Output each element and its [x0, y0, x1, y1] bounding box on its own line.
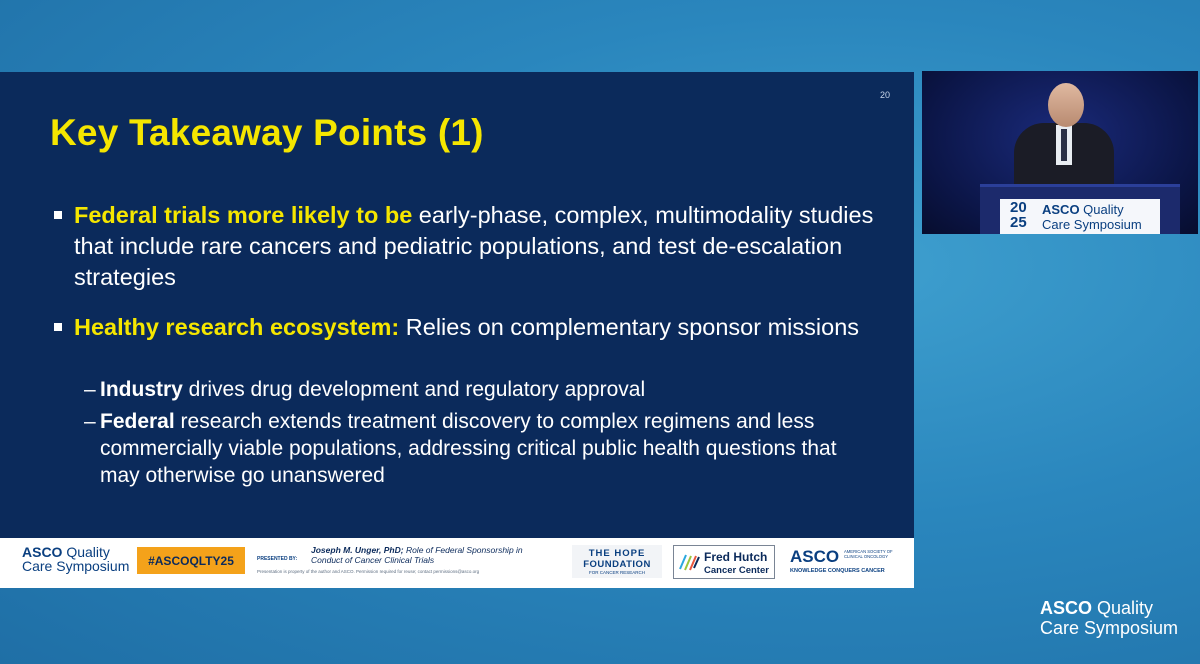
bullet-text: early-phase, complex, multimodality studies that include rare cancers and pediatric populations, and test de-escalation strategies: [74, 202, 874, 290]
sub-bullet-text: research extends treatment discovery to complex regimens and less commercially viable populations, addressing critical public health questions that may otherwise go unanswered: [100, 410, 837, 487]
podium-sign: 20 25 ASCO Quality Care Symposium: [1000, 199, 1160, 234]
bullet-highlight: Healthy research ecosystem:: [74, 314, 400, 340]
legal-notice: Presentation is property of the author and ASCO. Permission required for reuse; contact permissions@asco.org: [257, 569, 480, 574]
dash-icon: –: [84, 410, 96, 433]
bullet-square-icon: [54, 211, 62, 219]
hope-foundation-logo: THE HOPE FOUNDATION FOR CANCER RESEARCH: [572, 545, 662, 578]
fred-hutch-logo: Fred Hutch Cancer Center: [673, 545, 775, 579]
sub-bullet-item: [84, 408, 864, 489]
bullet-text: Relies on complementary sponsor missions: [399, 314, 860, 340]
sub-bullet-bold: Industry: [100, 378, 183, 401]
slide-number: 20: [880, 90, 891, 100]
sub-bullet-text: drives drug development and regulatory approval: [182, 378, 646, 401]
presented-by-label: PRESENTED BY:: [257, 556, 298, 562]
fred-hutch-mark-icon: [678, 551, 700, 573]
speaker-video-feed: [922, 71, 1198, 234]
bullet-highlight: Federal trials more likely to be: [74, 202, 413, 228]
slide-footer: [0, 538, 914, 588]
sub-bullet-item: [84, 376, 864, 403]
hashtag-badge: #ASCOQLTY25: [137, 547, 245, 574]
bullet-square-icon: [54, 323, 62, 331]
presenter-info: Joseph M. Unger, PhD; Role of Federal Sponsorship in Conduct of Cancer Clinical Trials: [311, 545, 523, 565]
asco-quality-logo: ASCO Quality Care Symposium: [22, 544, 130, 574]
bullet-item: [54, 312, 874, 343]
asco-society-logo: ASCO AMERICAN SOCIETY OF CLINICAL ONCOLOGY KNOWLEDGE CONQUERS CANCER: [790, 547, 893, 574]
slide-title: Key Takeaway Points (1): [50, 112, 484, 153]
stage-corner-logo: ASCO Quality Care Symposium: [1040, 598, 1179, 638]
bullet-item: [54, 200, 874, 293]
sub-bullet-bold: Federal: [100, 410, 175, 433]
speaker-head: [1048, 83, 1084, 127]
dash-icon: –: [84, 378, 96, 401]
